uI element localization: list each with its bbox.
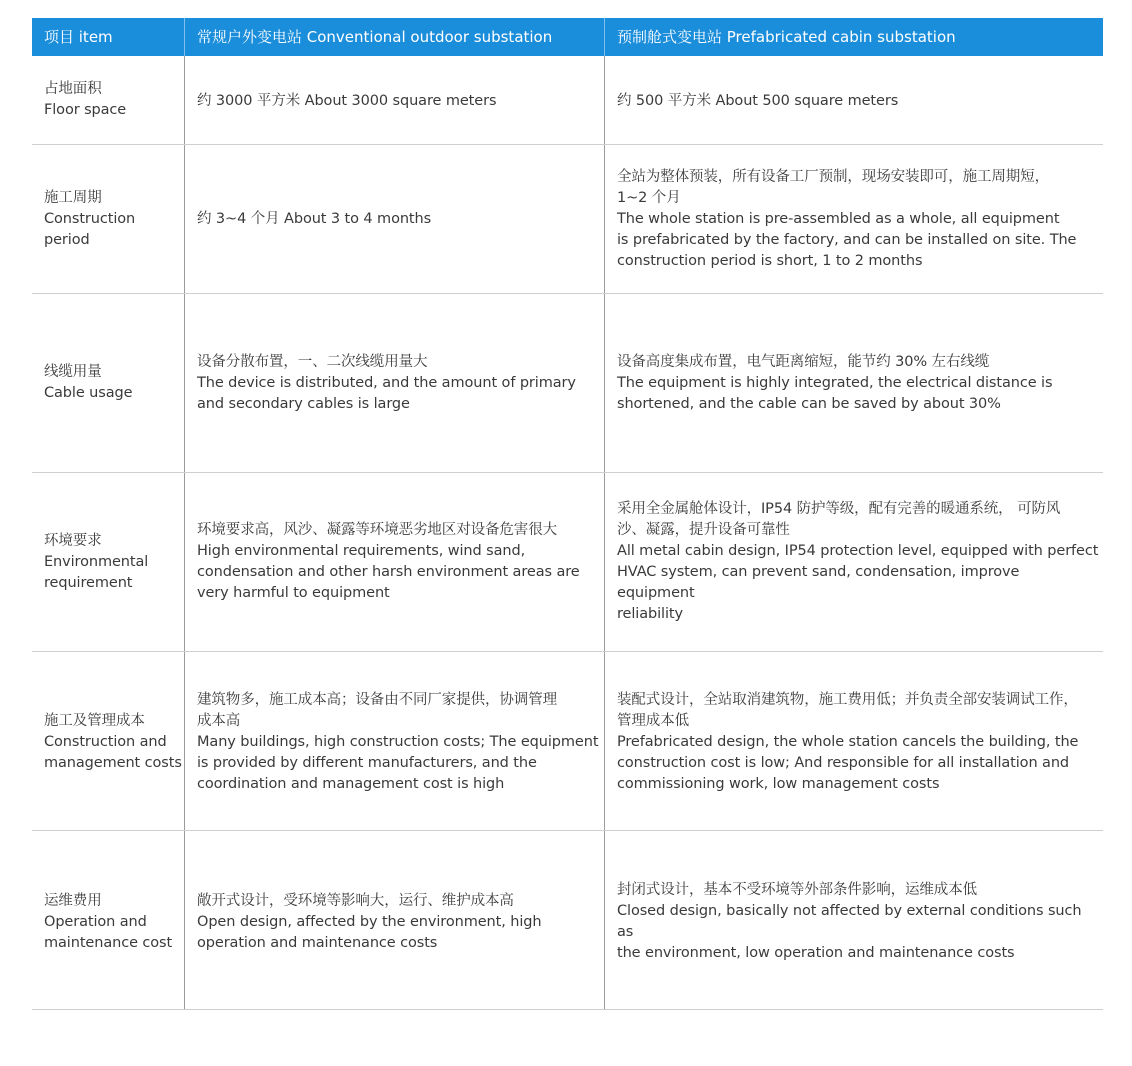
row-conventional-text: 约 3000 平方米 About 3000 square meters bbox=[197, 92, 497, 109]
row-item-cell bbox=[32, 652, 185, 830]
row-prefabricated-cell bbox=[605, 56, 1103, 144]
row-conventional-cell bbox=[185, 294, 605, 472]
row-prefabricated-cell bbox=[605, 473, 1103, 651]
row-conventional-text: 约 3~4 个月 About 3 to 4 months bbox=[197, 210, 432, 227]
row-conventional-cell bbox=[185, 56, 605, 144]
row-prefabricated-cell bbox=[605, 294, 1103, 472]
row-conventional-text: 环境要求高，风沙、凝露等环境恶劣地区对设备危害很大 High environmental requirements, wind sand, condensation and other harsh environment areas are very harmful to equipment bbox=[197, 522, 580, 601]
row-item-label: 线缆用量 Cable usage bbox=[44, 364, 133, 401]
row-item-label: 运维费用 Operation and maintenance cost bbox=[44, 892, 173, 951]
table-row bbox=[32, 294, 1103, 473]
row-prefabricated-text: 设备高度集成布置，电气距离缩短，能节约 30% 左右线缆 The equipment is highly integrated, the electrical distance is shortened, and the cable can be saved by about 30% bbox=[617, 353, 1053, 412]
comparison-table bbox=[32, 18, 1103, 1010]
row-conventional-text: 设备分散布置，一、二次线缆用量大 The device is distributed, and the amount of primary and secondary cables is large bbox=[197, 353, 576, 412]
header-conventional: 常规户外变电站 Conventional outdoor substation bbox=[185, 18, 605, 56]
row-conventional-text: 敞开式设计，受环境等影响大，运行、维护成本高 Open design, affected by the environment, high operation and maintenance costs bbox=[197, 892, 542, 951]
header-item: 项目 item bbox=[32, 18, 185, 56]
row-item-cell bbox=[32, 473, 185, 651]
row-prefabricated-cell bbox=[605, 652, 1103, 830]
row-item-label: 环境要求 Environmental requirement bbox=[44, 532, 149, 591]
row-conventional-cell bbox=[185, 473, 605, 651]
row-item-cell bbox=[32, 831, 185, 1009]
table-header bbox=[32, 18, 1103, 56]
row-prefabricated-text: 全站为整体预装，所有设备工厂预制，现场安装即可，施工周期短， 1~2 个月 The whole station is pre-assembled as a whole, all equipment is prefabricated by the factory, and can be installed on site. The construction period is short, 1 to 2 months bbox=[617, 168, 1077, 269]
header-prefabricated: 预制舱式变电站 Prefabricated cabin substation bbox=[617, 28, 956, 46]
table-row bbox=[32, 145, 1103, 294]
row-prefabricated-text: 封闭式设计，基本不受环境等外部条件影响，运维成本低 Closed design, basically not affected by external conditions such as the environment, low operation and maintenance costs bbox=[617, 882, 1082, 961]
row-prefabricated-text: 约 500 平方米 About 500 square meters bbox=[617, 92, 899, 109]
table-row bbox=[32, 652, 1103, 831]
row-item-cell bbox=[32, 294, 185, 472]
table-row bbox=[32, 831, 1103, 1010]
row-conventional-cell bbox=[185, 145, 605, 293]
row-item-label: 占地面积 Floor space bbox=[44, 81, 127, 118]
row-conventional-cell bbox=[185, 652, 605, 830]
row-prefabricated-cell bbox=[605, 831, 1103, 1009]
row-item-cell bbox=[32, 56, 185, 144]
row-conventional-cell bbox=[185, 831, 605, 1009]
row-item-label: 施工周期 Construction period bbox=[44, 189, 136, 248]
table-row bbox=[32, 56, 1103, 145]
row-prefabricated-text: 装配式设计，全站取消建筑物，施工费用低；并负责全部安装调试工作， 管理成本低 Prefabricated design, the whole station cancels the building, the construction cost is low; And responsible for all installation and commissioning work, low management costs bbox=[617, 691, 1079, 792]
row-prefabricated-cell bbox=[605, 145, 1103, 293]
row-conventional-text: 建筑物多，施工成本高；设备由不同厂家提供，协调管理 成本高 Many buildings, high construction costs; The equipment is provided by different manufacturers, and the coordination and management cost is high bbox=[197, 691, 599, 792]
table-row bbox=[32, 473, 1103, 652]
row-item-cell bbox=[32, 145, 185, 293]
row-item-label: 施工及管理成本 Construction and management costs bbox=[44, 712, 182, 771]
row-prefabricated-text: 采用全金属舱体设计，IP54 防护等级，配有完善的暖通系统， 可防风 沙、凝露，提升设备可靠性 All metal cabin design, IP54 protection level, equipped with perfect HVAC system, can prevent sand, condensation, improve equipment reliability bbox=[617, 501, 1099, 622]
